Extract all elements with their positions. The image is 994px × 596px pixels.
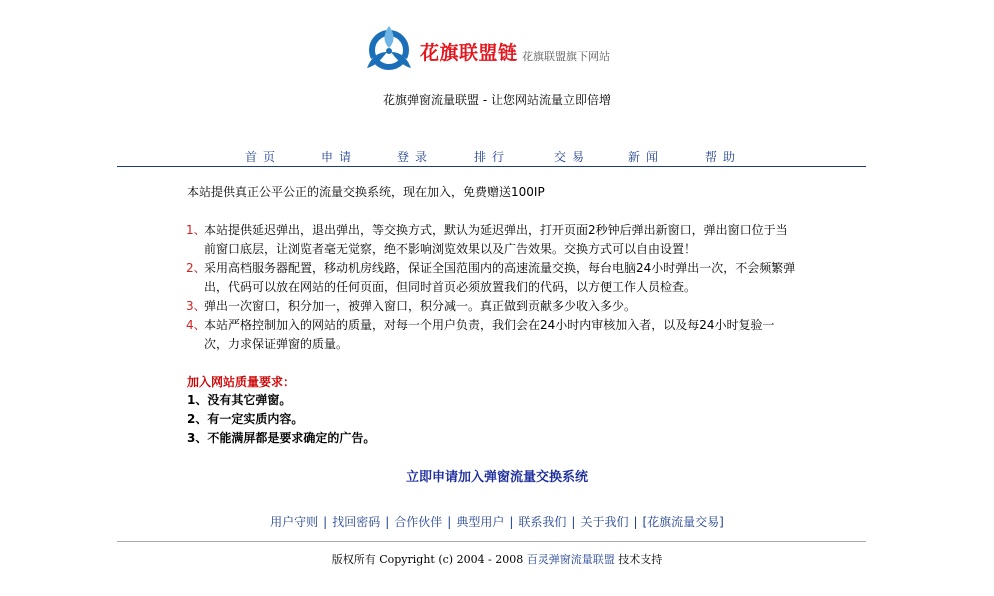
footer-link-recover-password[interactable]: 找回密码 bbox=[332, 515, 381, 529]
copyright-prefix: 版权所有 Copyright (c) 2004 - 2008 bbox=[331, 553, 524, 566]
requirements-title: 加入网站质量要求： bbox=[187, 375, 296, 389]
footer-link-traffic-trade[interactable]: [花旗流量交易] bbox=[642, 515, 724, 529]
logo-emblem-icon bbox=[363, 24, 415, 76]
main-nav bbox=[117, 146, 866, 167]
nav-login[interactable]: 登录 bbox=[397, 150, 434, 164]
list-item-text: 本站严格控制加入的网站的质量，对每一个用户负责，我们会在24小时内审核加入者，以及每24小时复验一次，力求保证弹窗的质量。 bbox=[204, 318, 775, 351]
list-item bbox=[186, 259, 796, 297]
footer-link-typical-users[interactable]: 典型用户 bbox=[456, 515, 505, 529]
nav-ranking[interactable]: 排行 bbox=[474, 150, 511, 164]
intro-text: 本站提供真正公平公正的流量交换系统，现在加入，免费赠送100IP bbox=[187, 185, 545, 199]
list-item-number: 2、 bbox=[186, 261, 206, 275]
list-item-number: 3、 bbox=[186, 299, 206, 313]
list-item bbox=[186, 297, 796, 316]
separator: | bbox=[633, 515, 638, 529]
list-item bbox=[186, 316, 796, 354]
logo-title: 花旗联盟链 bbox=[420, 42, 518, 64]
list-item: 3、不能满屏都是要求确定的广告。 bbox=[187, 431, 376, 445]
footer-divider bbox=[117, 541, 866, 542]
list-item-text: 弹出一次窗口，积分加一，被弹入窗口，积分减一。真正做到贡献多少收入多少。 bbox=[204, 299, 637, 313]
copyright-suffix: 技术支持 bbox=[618, 553, 663, 566]
list-item: 2、有一定实质内容。 bbox=[187, 412, 304, 426]
footer-link-about[interactable]: 关于我们 bbox=[580, 515, 629, 529]
copyright-link[interactable]: 百灵弹窗流量联盟 bbox=[526, 553, 615, 566]
nav-apply[interactable]: 申请 bbox=[321, 150, 358, 164]
logo-subtitle: 花旗联盟旗下网站 bbox=[522, 50, 610, 63]
list-item-text: 采用高档服务器配置，移动机房线路，保证全国范围内的高速流量交换，每台电脑24小时弹出一次，不会频繁弹出，代码可以放在网站的任何页面，但同时首页必须放置我们的代码，以方便工作人员检查。 bbox=[204, 261, 796, 294]
footer-link-partners[interactable]: 合作伙伴 bbox=[394, 515, 443, 529]
feature-list bbox=[186, 221, 796, 354]
cta-container bbox=[0, 466, 994, 485]
site-slogan: 花旗弹窗流量联盟 - 让您网站流量立即倍增 bbox=[383, 93, 611, 107]
list-item-number: 4、 bbox=[186, 318, 206, 332]
separator: | bbox=[509, 515, 514, 529]
separator: | bbox=[571, 515, 576, 529]
requirements-list bbox=[187, 391, 375, 448]
list-item-number: 1、 bbox=[186, 223, 206, 237]
copyright bbox=[0, 551, 994, 567]
separator: | bbox=[385, 515, 390, 529]
footer-link-contact[interactable]: 联系我们 bbox=[518, 515, 567, 529]
list-item bbox=[186, 221, 796, 259]
nav-home[interactable]: 首页 bbox=[245, 150, 282, 164]
separator: | bbox=[323, 515, 328, 529]
nav-trade[interactable]: 交易 bbox=[554, 150, 591, 164]
nav-news[interactable]: 新闻 bbox=[628, 150, 665, 164]
separator: | bbox=[447, 515, 452, 529]
list-item: 1、没有其它弹窗。 bbox=[187, 393, 292, 407]
list-item-text: 本站提供延迟弹出，退出弹出，等交换方式，默认为延迟弹出，打开页面2秒钟后弹出新窗口，弹出窗口位于当前窗口底层，让浏览者毫无觉察，绝不影响浏览效果以及广告效果。交换方式可以自由设置！ bbox=[204, 223, 788, 256]
footer-links bbox=[0, 513, 994, 530]
footer-link-user-rules[interactable]: 用户守则 bbox=[270, 515, 319, 529]
apply-now-link[interactable]: 立即申请加入弹窗流量交换系统 bbox=[405, 470, 588, 485]
nav-help[interactable]: 帮助 bbox=[705, 150, 742, 164]
